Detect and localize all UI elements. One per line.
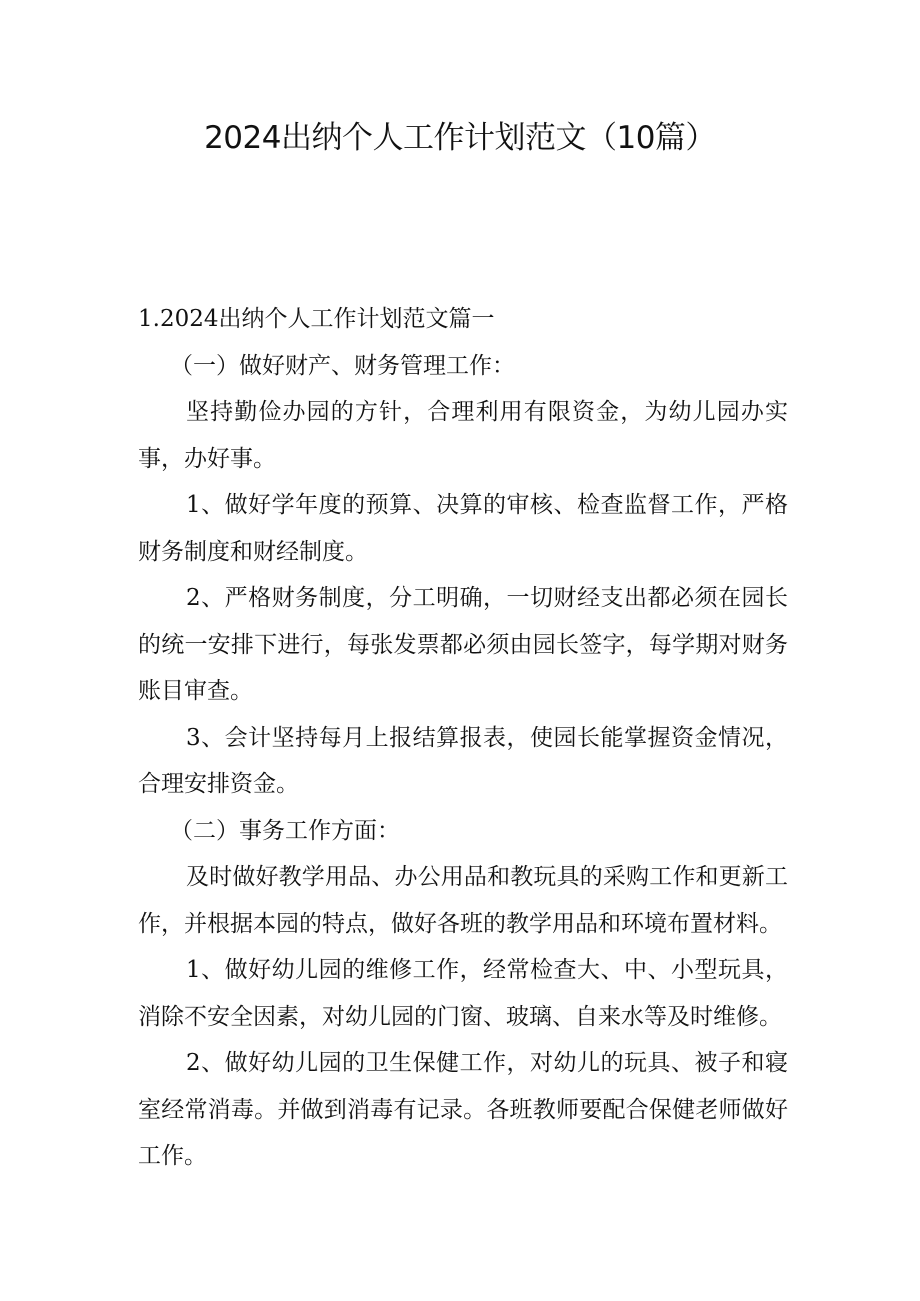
document-title: 2024出纳个人工作计划范文（10篇） (204, 120, 716, 156)
sub-heading-affairs-work: （二）事务工作方面： (170, 817, 400, 844)
paragraph-frugal-principle: 坚持勤俭办园的方针，合理利用有限资金，为幼儿园办实事，办好事。 (138, 399, 788, 472)
paragraph-strict-finance-system: 2、严格财务制度，分工明确，一切财经支出都必须在园长的统一安排下进行，每张发票都必须由园长签字，每学期对财务账目审查。 (138, 585, 788, 704)
section-heading: 1.2024出纳个人工作计划范文篇一 (138, 306, 495, 332)
paragraph-maintenance: 1、做好幼儿园的维修工作，经常检查大、中、小型玩具，消除不安全因素，对幼儿园的门窗、玻璃、自来水等及时维修。 (138, 957, 788, 1030)
paragraph-monthly-report: 3、会计坚持每月上报结算报表，使园长能掌握资金情况，合理安排资金。 (138, 724, 788, 797)
paragraph-budget-review: 1、做好学年度的预算、决算的审核、检查监督工作，严格财务制度和财经制度。 (138, 492, 788, 565)
document-body (138, 296, 788, 1180)
paragraph-hygiene: 2、做好幼儿园的卫生保健工作，对幼儿的玩具、被子和寝室经常消毒。并做到消毒有记录。各班教师要配合保健老师做好工作。 (138, 1050, 788, 1169)
paragraph-purchasing: 及时做好教学用品、办公用品和教玩具的采购工作和更新工作，并根据本园的特点，做好各班的教学用品和环境布置材料。 (138, 864, 788, 937)
sub-heading-financial-management: （一）做好财产、财务管理工作： (170, 352, 515, 379)
